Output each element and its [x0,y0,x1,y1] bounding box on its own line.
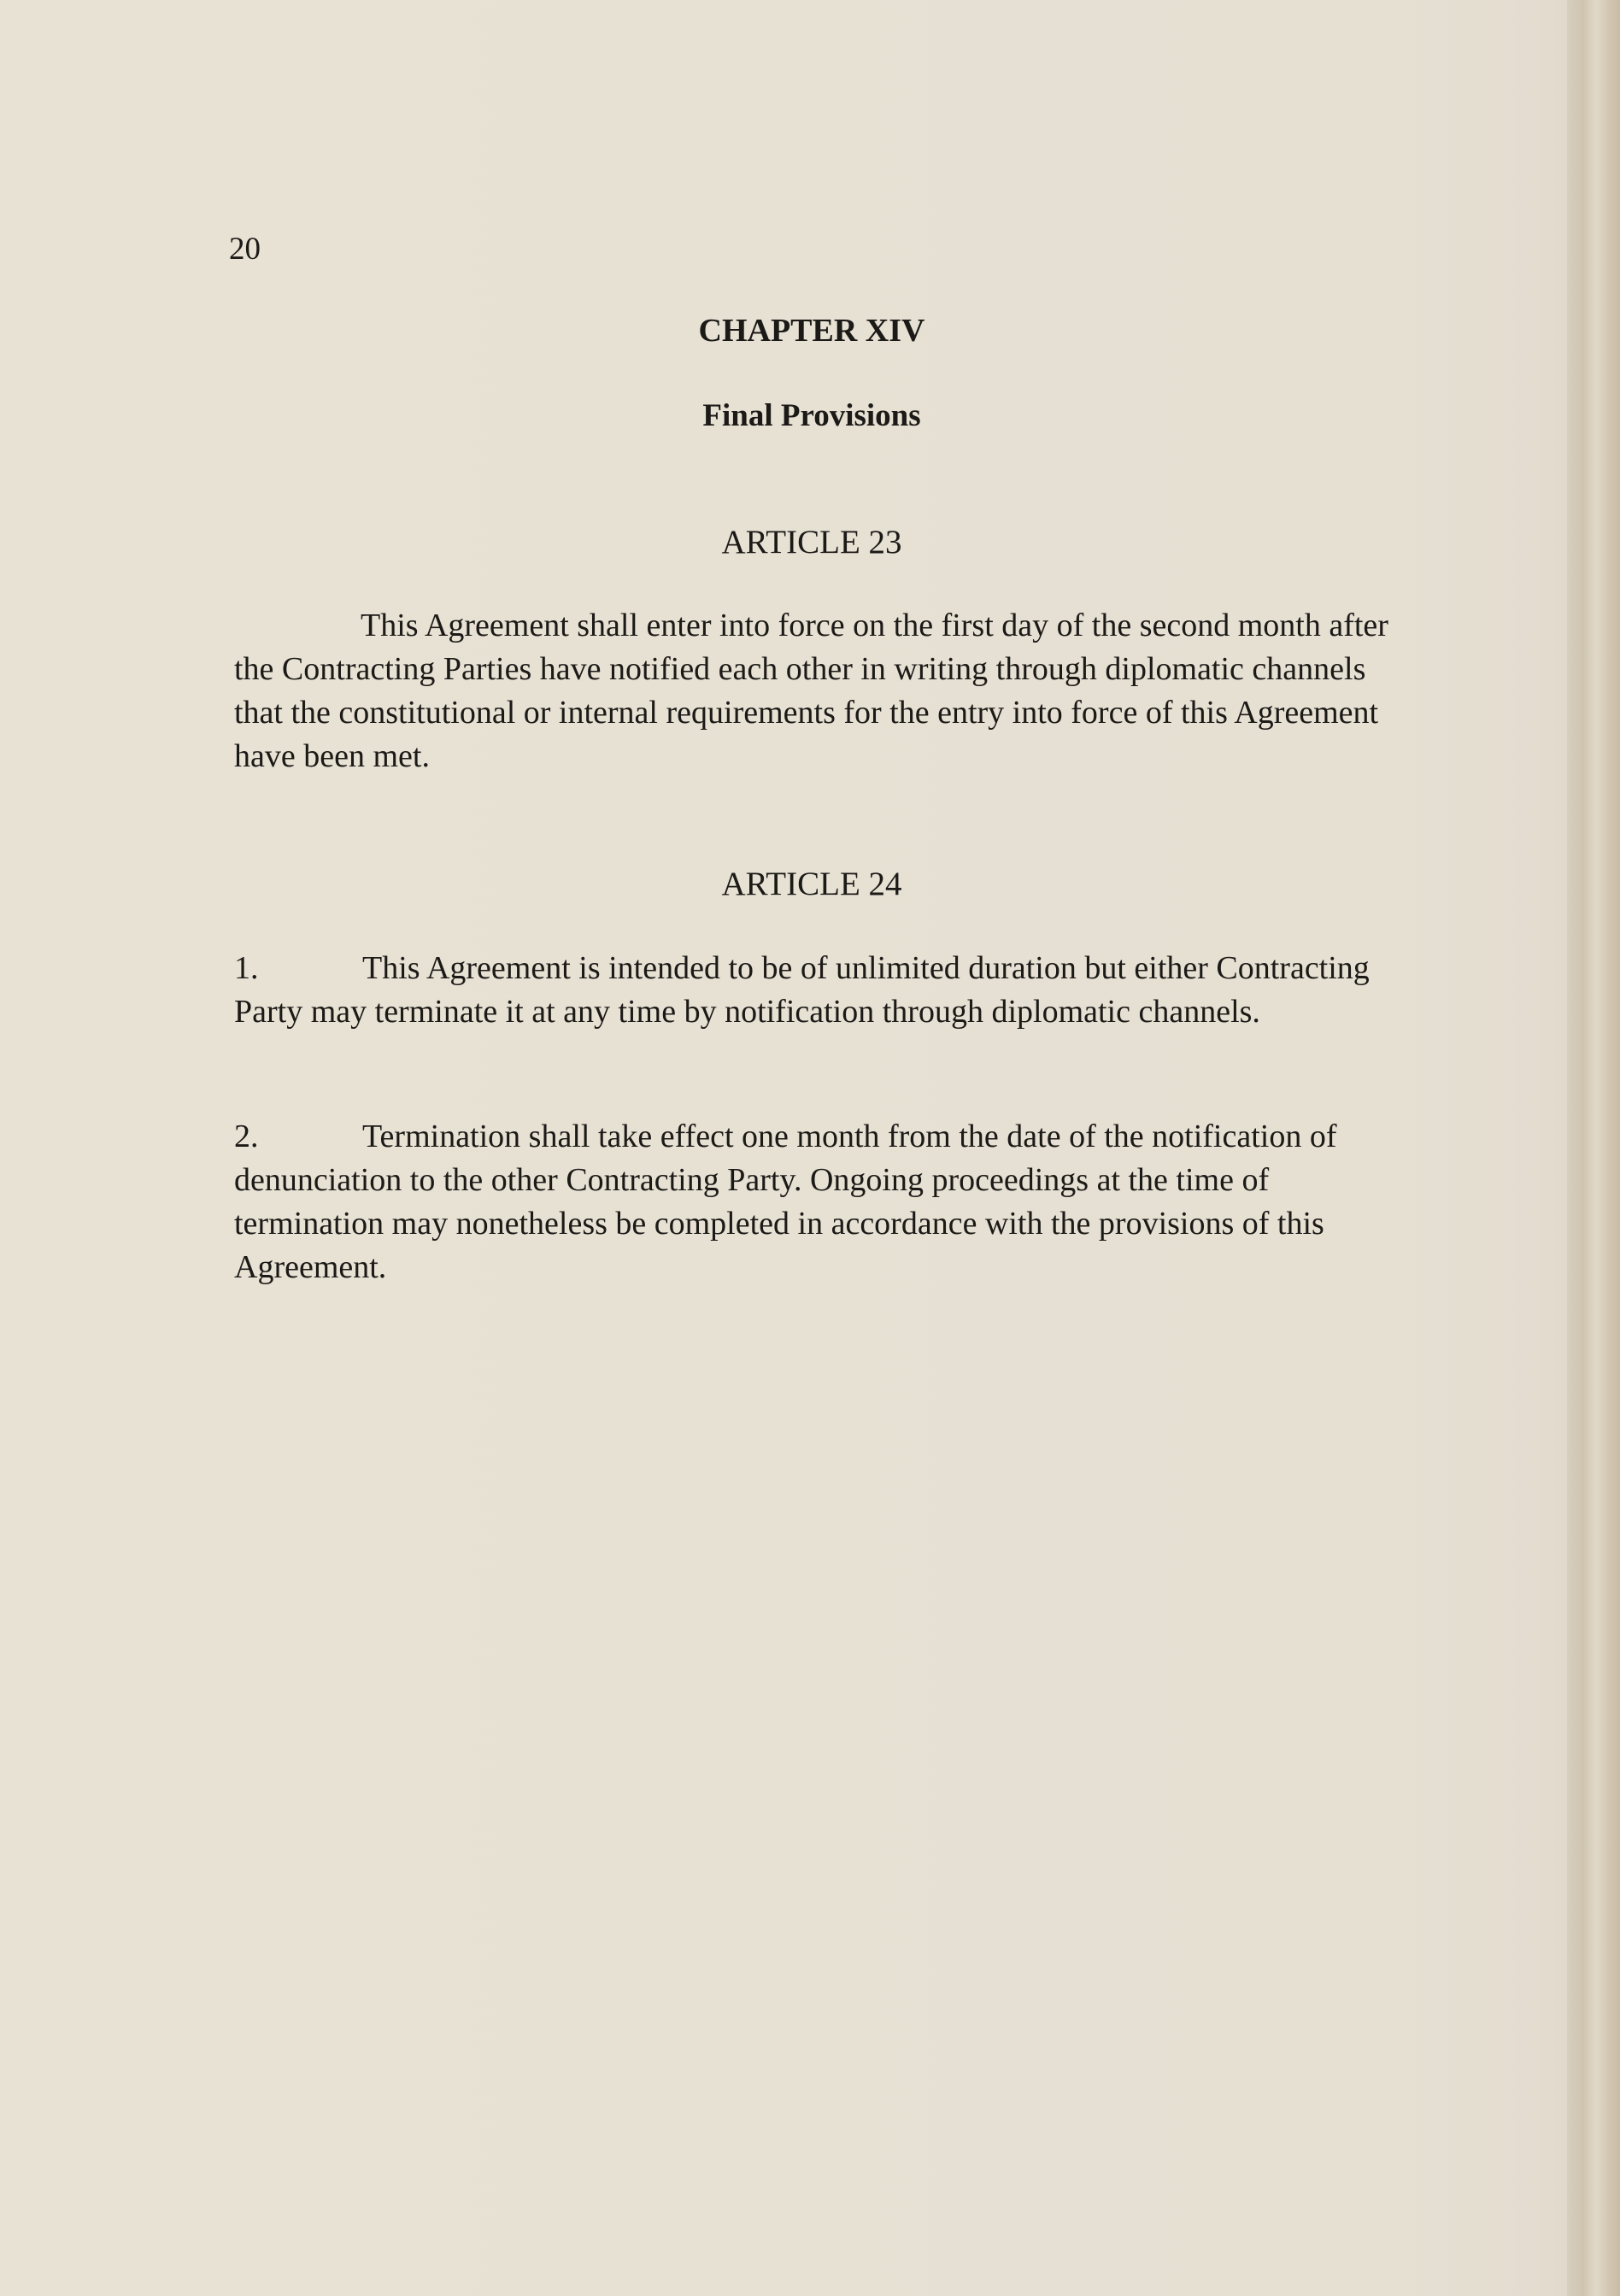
paragraph-text: Termination shall take effect one month from the date of the notification of denunciation to the other Contracting Party. Ongoing proceedings at the time of termination may nonetheless be completed in accordance with the provisions of this Agreement. [234,1119,1337,1285]
paragraph-text: This Agreement is intended to be of unlimited duration but either Contracting Party may terminate it at any time by notification through diplomatic channels. [234,950,1370,1030]
article-24-heading: ARTICLE 24 [721,866,902,902]
article-23-text: This Agreement shall enter into force on the first day of the second month after the Contracting Parties have notified each other in writing through diplomatic channels that the constitutional or internal requirements for the entry into force of this Agreement have been met. [234,608,1388,774]
article-24-paragraph-2 [234,1115,1413,1289]
chapter-title: CHAPTER XIV [698,313,925,349]
article-24-paragraph-1 [234,947,1413,1034]
paragraph-number: 2. [234,1119,259,1154]
paragraph-number: 1. [234,950,259,986]
chapter-subtitle: Final Provisions [702,398,921,433]
article-23-heading: ARTICLE 23 [721,524,902,561]
page-number: 20 [229,232,261,267]
